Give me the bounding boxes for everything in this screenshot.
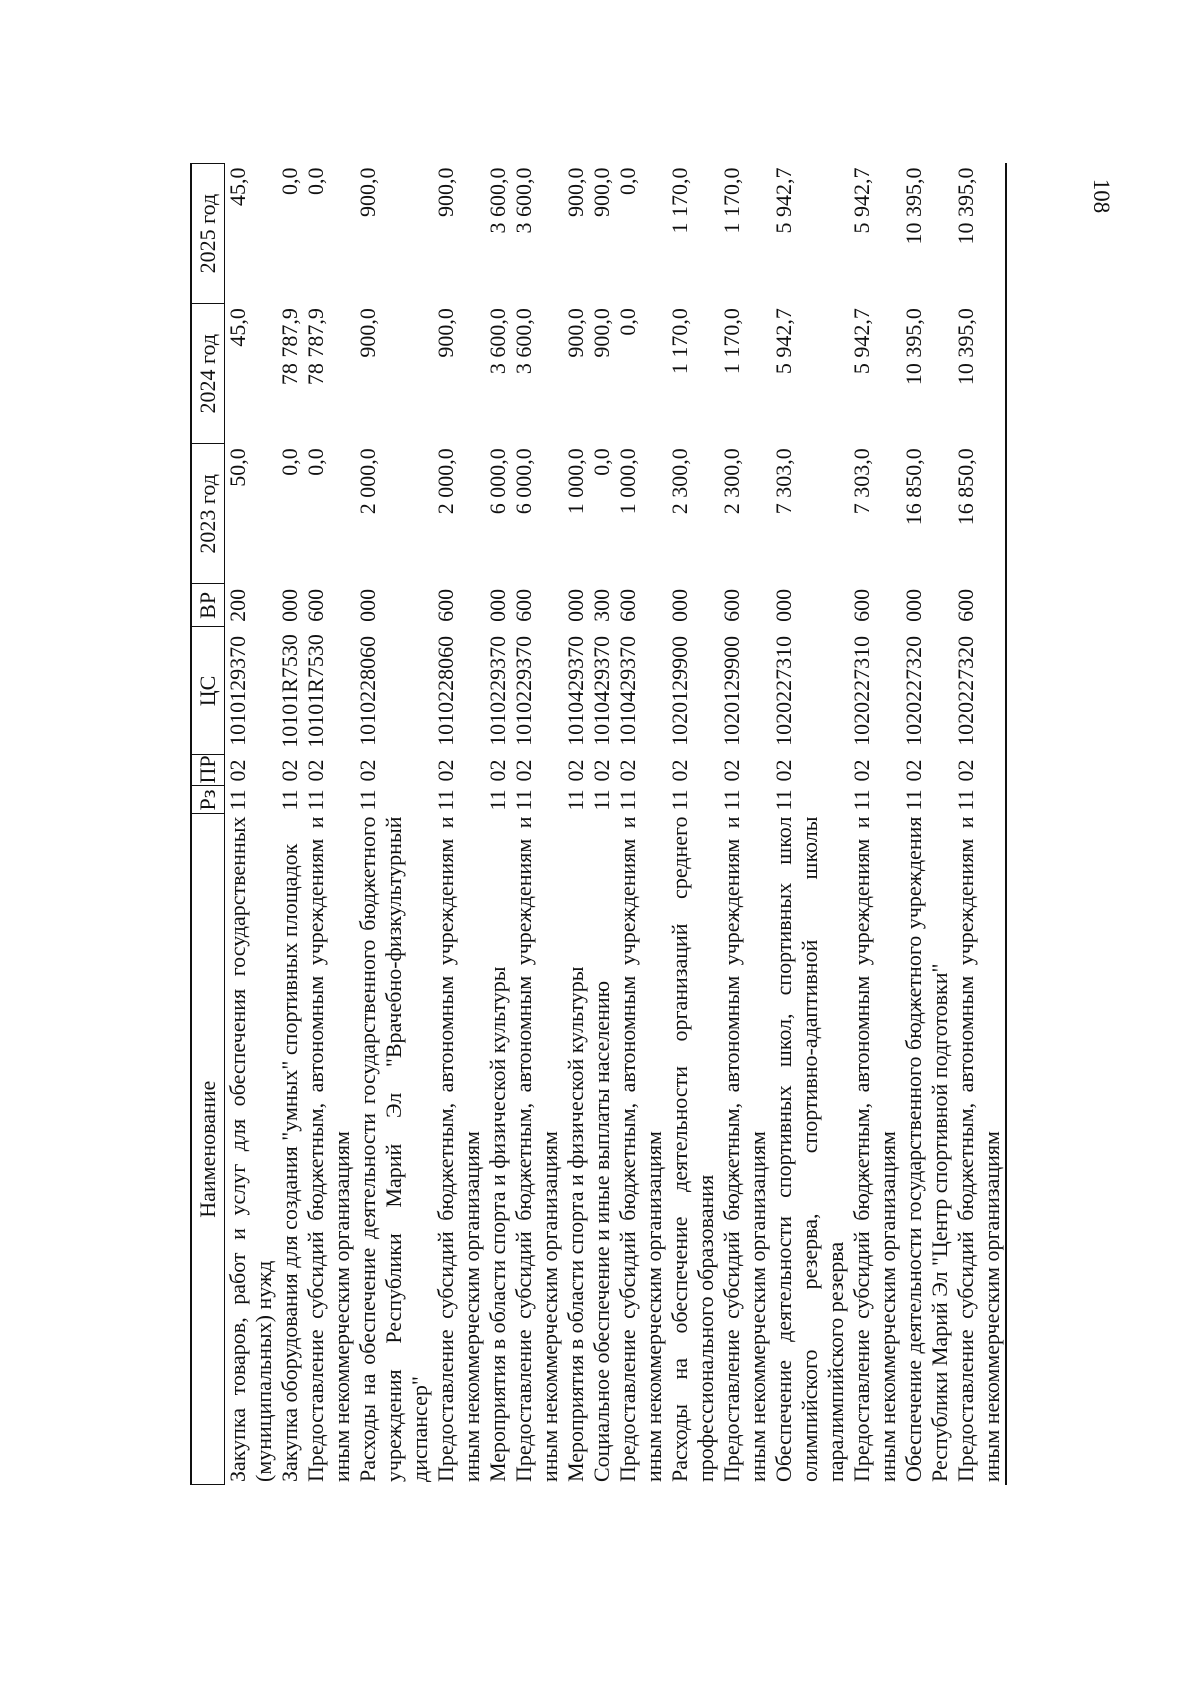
header-vr: ВР: [191, 584, 225, 627]
cell-y2024: 78 787,9: [277, 308, 302, 386]
cell-y2023: 1 000,0: [615, 448, 640, 515]
cell-y2023: 6 000,0: [485, 448, 510, 515]
cell-pr: 02: [563, 759, 588, 782]
cell-rz: 11: [433, 789, 458, 811]
cell-rz: 11: [225, 789, 250, 811]
table-row: [589, 164, 615, 1485]
cell-rz: 11: [615, 789, 640, 811]
table-row: [277, 164, 303, 1485]
budget-table: [190, 163, 1007, 1485]
cell-name: Предоставление субсидий бюджетным, автономным учреждениям и иным некоммерческим организациям: [433, 816, 484, 1482]
cell-y2024: 1 170,0: [667, 308, 692, 375]
cell-y2023: 2 300,0: [667, 448, 692, 515]
cell-y2023: 7 303,0: [849, 448, 874, 515]
cell-name: Предоставление субсидий бюджетным, автономным учреждениям и иным некоммерческим организациям: [953, 814, 1006, 1485]
table-header-row: [191, 164, 225, 1485]
cell-rz: 11: [719, 789, 744, 811]
cell-vr: 600: [719, 588, 744, 622]
cell-name: Обеспечение деятельности спортивных школ, спортивных школ олимпийского резерва, спортивно-адаптивной школы паралимпийского резерва: [771, 816, 848, 1482]
cell-y2024: 45,0: [225, 308, 250, 347]
cell-y2023: 16 850,0: [901, 448, 926, 526]
cell-pr: 02: [277, 759, 302, 782]
cell-rz: 11: [355, 789, 380, 811]
rotated-table-container: [190, 163, 1192, 1485]
cell-rz: 11: [511, 789, 536, 811]
cell-vr: 600: [615, 588, 640, 622]
cell-y2025: 900,0: [355, 167, 380, 217]
cell-vr: 000: [277, 588, 302, 622]
cell-y2024: 5 942,7: [771, 308, 796, 375]
cell-pr: 02: [511, 759, 536, 782]
cell-vr: 600: [953, 584, 1006, 627]
header-2023: 2023 год: [191, 444, 225, 584]
cell-pr: 02: [901, 759, 926, 782]
cell-pr: 02: [589, 759, 614, 782]
cell-y2025: 5 942,7: [849, 167, 874, 234]
cell-y2024: 0,0: [615, 308, 640, 336]
cell-y2025: 900,0: [433, 167, 458, 217]
cell-y2024: 3 600,0: [511, 308, 536, 375]
cell-cs: 1010429370: [615, 635, 640, 746]
cell-y2024: 3 600,0: [485, 308, 510, 375]
cell-rz: 11: [953, 786, 1006, 814]
cell-y2024: 78 787,9: [303, 308, 328, 386]
cell-rz: 11: [485, 789, 510, 811]
cell-vr: 600: [849, 588, 874, 622]
cell-y2025: 3 600,0: [485, 167, 510, 234]
cell-y2023: 0,0: [277, 448, 302, 476]
header-name: Наименование: [191, 814, 225, 1485]
table-row: [511, 164, 563, 1485]
table-row: [303, 164, 355, 1485]
cell-name: Предоставление субсидий бюджетным, автономным учреждениям и иным некоммерческим организациям: [849, 816, 900, 1482]
cell-cs: 1020227310: [771, 635, 796, 746]
table-row: [563, 164, 589, 1485]
cell-vr: 000: [901, 588, 926, 622]
header-cs: ЦС: [191, 627, 225, 755]
cell-y2024: 10 395,0: [953, 304, 1006, 444]
cell-pr: 02: [303, 759, 328, 782]
cell-name: Социальное обеспечение и иные выплаты населению: [589, 980, 614, 1482]
cell-y2023: 0,0: [589, 448, 614, 476]
cell-name: Предоставление субсидий бюджетным, автономным учреждениям и иным некоммерческим организациям: [511, 816, 562, 1482]
cell-cs: 1010228060: [355, 635, 380, 746]
cell-y2023: 0,0: [303, 448, 328, 476]
cell-cs: 1010429370: [563, 635, 588, 746]
table-row: [849, 164, 901, 1485]
header-pr: ПР: [191, 755, 225, 786]
cell-rz: 11: [563, 789, 588, 811]
cell-name: Предоставление субсидий бюджетным, автономным учреждениям и иным некоммерческим организациям: [303, 816, 354, 1482]
cell-vr: 000: [563, 588, 588, 622]
cell-pr: 02: [953, 755, 1006, 786]
cell-cs: 1020227310: [849, 635, 874, 746]
cell-y2023: 50,0: [225, 448, 250, 487]
cell-vr: 600: [303, 588, 328, 622]
cell-name: Обеспечение деятельности государственного бюджетного учреждения Республики Марий Эл "Центр спортивной подготовки": [901, 816, 952, 1482]
header-2024: 2024 год: [191, 304, 225, 444]
cell-y2025: 1 170,0: [719, 167, 744, 234]
cell-y2025: 900,0: [563, 167, 588, 217]
cell-pr: 02: [771, 759, 796, 782]
cell-y2024: 1 170,0: [719, 308, 744, 375]
cell-rz: 11: [277, 789, 302, 811]
cell-y2024: 900,0: [589, 308, 614, 358]
cell-rz: 11: [303, 789, 328, 811]
cell-y2025: 0,0: [303, 167, 328, 195]
cell-pr: 02: [485, 759, 510, 782]
table-row: [225, 164, 278, 1485]
cell-y2023: 7 303,0: [771, 448, 796, 515]
cell-y2024: 900,0: [433, 308, 458, 358]
cell-name: Мероприятия в области спорта и физической культуры: [563, 966, 588, 1482]
table-row: [771, 164, 849, 1485]
table-row: [485, 164, 511, 1485]
cell-vr: 600: [511, 588, 536, 622]
cell-pr: 02: [355, 759, 380, 782]
cell-pr: 02: [849, 759, 874, 782]
cell-cs: 1010429370: [589, 635, 614, 746]
cell-pr: 02: [225, 759, 250, 782]
page-number: 108: [1089, 178, 1114, 214]
cell-rz: 11: [771, 789, 796, 811]
table-row: [901, 164, 953, 1485]
table-row: [433, 164, 485, 1485]
cell-vr: 000: [771, 588, 796, 622]
cell-vr: 300: [589, 588, 614, 622]
cell-cs: 1010229370: [511, 635, 536, 746]
cell-y2025: 1 170,0: [667, 167, 692, 234]
cell-y2024: 900,0: [563, 308, 588, 358]
cell-pr: 02: [719, 759, 744, 782]
cell-rz: 11: [667, 789, 692, 811]
cell-y2024: 900,0: [355, 308, 380, 358]
table-row: [667, 164, 719, 1485]
cell-cs: 1010228060: [433, 635, 458, 746]
cell-vr: 000: [355, 588, 380, 622]
cell-cs: 1010129370: [225, 635, 250, 746]
cell-vr: 000: [667, 588, 692, 622]
header-2025: 2025 год: [191, 164, 225, 304]
cell-pr: 02: [615, 759, 640, 782]
cell-pr: 02: [667, 759, 692, 782]
cell-rz: 11: [849, 789, 874, 811]
cell-cs: 1020129900: [719, 635, 744, 746]
cell-vr: 200: [225, 588, 250, 622]
cell-y2023: 2 000,0: [355, 448, 380, 515]
cell-name: Мероприятия в области спорта и физической культуры: [485, 966, 510, 1482]
cell-name: Закупка товаров, работ и услуг для обеспечения государственных (муниципальных) нужд: [225, 816, 276, 1482]
cell-name: Предоставление субсидий бюджетным, автономным учреждениям и иным некоммерческим организациям: [719, 816, 770, 1482]
cell-pr: 02: [433, 759, 458, 782]
cell-y2025: 3 600,0: [511, 167, 536, 234]
cell-name: Предоставление субсидий бюджетным, автономным учреждениям и иным некоммерческим организациям: [615, 816, 666, 1482]
cell-name: Расходы на обеспечение деятельности организаций среднего профессионального образования: [667, 816, 718, 1482]
cell-vr: 000: [485, 588, 510, 622]
cell-name: Закупка оборудования для создания "умных" спортивных площадок: [277, 843, 302, 1482]
cell-y2024: 5 942,7: [849, 308, 874, 375]
cell-y2024: 10 395,0: [901, 308, 926, 386]
cell-cs: 10101R7530: [277, 634, 302, 748]
cell-cs: 1020227320: [953, 627, 1006, 755]
cell-y2025: 10 395,0: [953, 164, 1006, 304]
cell-cs: 1010229370: [485, 635, 510, 746]
cell-y2023: 6 000,0: [511, 448, 536, 515]
table-row: [615, 164, 667, 1485]
cell-cs: 1020227320: [901, 635, 926, 746]
cell-y2023: 1 000,0: [563, 448, 588, 515]
cell-y2025: 900,0: [589, 167, 614, 217]
cell-name: Расходы на обеспечение деятельности государственного бюджетного учреждения Республики Марий Эл "Врачебно-физкультурный диспансер": [355, 816, 432, 1482]
table-body: [225, 164, 1007, 1485]
table-row: [953, 164, 1006, 1485]
cell-cs: 10101R7530: [303, 634, 328, 748]
cell-y2025: 45,0: [225, 167, 250, 206]
cell-y2025: 0,0: [615, 167, 640, 195]
cell-rz: 11: [901, 789, 926, 811]
table-row: [719, 164, 771, 1485]
cell-y2025: 10 395,0: [901, 167, 926, 245]
cell-cs: 1020129900: [667, 635, 692, 746]
table-row: [355, 164, 433, 1485]
cell-vr: 600: [433, 588, 458, 622]
cell-rz: 11: [589, 789, 614, 811]
cell-y2023: 2 000,0: [433, 448, 458, 515]
cell-y2025: 0,0: [277, 167, 302, 195]
cell-y2025: 5 942,7: [771, 167, 796, 234]
cell-y2023: 16 850,0: [953, 444, 1006, 584]
cell-y2023: 2 300,0: [719, 448, 744, 515]
header-rz: Рз: [191, 786, 225, 814]
